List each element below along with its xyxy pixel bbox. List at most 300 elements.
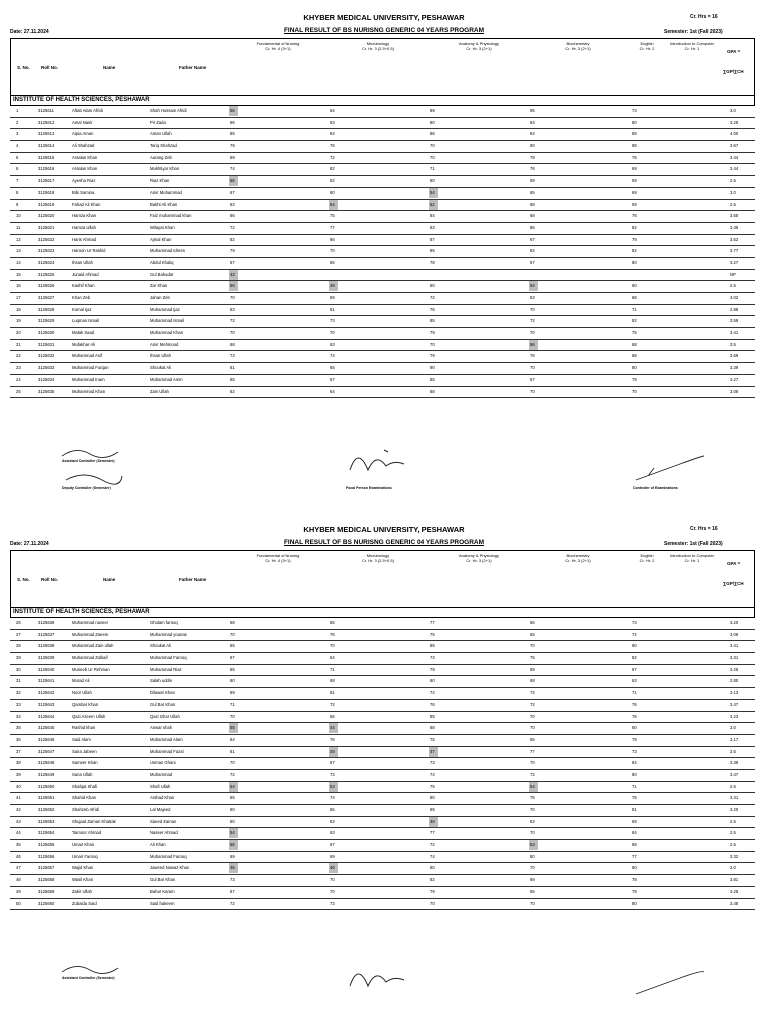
table-cell: 3125653 [38,818,55,824]
table-cell: 3.0 [730,108,736,113]
table-cell: 72 [230,318,235,324]
table-cell: Bibi Samina [72,189,95,195]
table-cell: 3125641 [38,678,55,684]
table-cell: 46 [230,865,235,871]
table-cell: 68 [530,201,535,207]
table-cell: 3.27 [730,376,739,382]
table-cell: 75 [430,631,435,637]
table-cell: 15 [16,271,21,277]
subject-2: Microbiology Cr. Hr. 3 (2.5+0.5) [362,553,394,563]
table-cell: Shahzeb Afridi [72,807,100,812]
table-cell: 70 [530,330,535,336]
deputy-controller-signature: Deputy Controller (Semester) [62,486,111,490]
table-cell: Taimoor Ahmad [72,830,102,836]
table-row [10,665,755,677]
table-cell: 68 [632,341,637,347]
table-cell: 3125647 [38,748,55,754]
table-cell: 61 [230,365,235,371]
table-cell: 3125645 [38,725,55,731]
table-cell: 79 [430,666,435,672]
table-cell: 46 [16,853,21,859]
table-cell: 82 [632,248,637,254]
table-cell: Muhammad Ijaz [150,306,180,312]
table-cell: Muhammad Zaeem [72,631,109,637]
table-cell: Muhammad Amin [150,376,183,382]
table-cell: 70 [330,248,335,254]
table-cell: 3125628 [38,306,55,312]
table-cell: 3.44 [730,166,739,172]
table-cell: 47 [16,865,21,871]
table-cell: Muhammad [150,771,173,777]
table-cell: 70 [530,830,535,836]
table-cell: 86 [530,224,535,230]
table-cell: 3125639 [38,655,55,661]
table-cell: 60 [230,818,235,824]
table-cell: 3125612 [38,119,55,125]
table-cell: 76 [530,166,535,172]
table-cell: 77 [430,620,435,625]
table-cell: 3125622 [38,236,55,242]
table-cell: 70 [330,877,335,883]
table-row [10,630,755,642]
subject-2: Microbiology Cr. Hr. 3 (2.5+0.5) [362,41,394,51]
table-cell: 3125625 [38,271,55,277]
table-cell: Muhammad Asif [72,353,103,359]
table-cell: 67 [330,842,335,848]
table-cell: Muhammad Farooq [150,655,187,661]
table-cell: 66 [230,119,235,125]
table-cell: 68 [330,678,335,684]
table-cell: 75 [530,655,535,661]
semester: Semester: 1st (Fall 2023) [664,541,723,547]
table-cell: Amir Muhammad [150,189,182,195]
table-row [10,840,755,852]
table-cell: 3125654 [38,830,55,836]
table-cell: 3125637 [38,631,55,637]
table-cell: 85 [430,643,435,649]
table-cell: 65 [230,376,235,382]
table-cell: Umair Farooq [72,853,98,859]
table-cell: 65 [530,631,535,637]
table-cell: 54 [230,783,235,789]
table-cell: 70 [330,643,335,649]
sno-header: S. No. [17,577,30,582]
table-cell: Haris Ahmad [72,236,96,242]
table-cell: Muhammad Farooq [150,853,187,859]
table-cell: 79 [430,888,435,894]
table-cell: 62 [330,178,335,184]
table-cell: 69 [632,178,637,184]
handwritten-signature [56,442,126,490]
table-cell: 71 [430,166,435,172]
table-cell: 70 [430,154,435,160]
table-cell: 68 [530,678,535,684]
table-cell: Zar Khan [150,283,168,289]
table-cell: Ayesha Riaz [72,178,96,184]
table-row [10,887,755,899]
table-cell: 3125632 [38,353,55,359]
table-cell: Muhammad Furqan [72,365,109,371]
table-cell: 95 [530,108,535,113]
table-row [10,153,755,165]
table-cell: Sameer Khan [72,760,98,766]
table-cell: 44 [330,725,335,731]
handwritten-signature [628,968,708,998]
table-cell: 67 [230,888,235,894]
table-cell: 23 [16,365,21,371]
table-row [10,351,755,363]
table-cell: 69 [632,189,637,195]
table-cell: Ihsan Ullah [150,353,171,359]
table-cell: 69 [330,853,335,859]
table-cell: 3125655 [38,842,55,848]
table-cell: Hamza Ullah [72,224,96,230]
table-cell: 2.0 [730,725,736,731]
table-cell: 67 [632,666,637,672]
table-row [10,618,755,630]
table-cell: 50 [16,900,21,906]
semester: Semester: 1st (Fall 2023) [664,29,723,35]
table-cell: 69 [330,295,335,300]
table-cell: 3125630 [38,330,55,336]
handwritten-signature [340,440,430,485]
table-cell: Usman Ghani [150,760,176,766]
table-cell: 2.5 [730,842,736,848]
table-cell: 64 [230,736,235,742]
table-cell: 38 [16,760,21,766]
table-cell: 60 [430,178,435,184]
table-cell: 89 [430,108,435,113]
table-row [10,852,755,864]
table-cell: 30 [16,666,21,672]
table-cell: 3125615 [38,154,55,160]
table-cell: Riaz Khan [150,178,170,184]
table-cell: 70 [230,713,235,719]
table-cell: 76 [430,701,435,707]
handwritten-signature [56,958,126,988]
table-cell: 72 [430,295,435,300]
table-cell: 3125614 [38,143,55,149]
table-cell: 66 [230,213,235,219]
table-cell: 72 [530,701,535,707]
table-cell: 3.81 [730,877,739,883]
table-cell: 3125623 [38,248,55,254]
table-cell: 68 [430,388,435,394]
table-row [10,363,755,375]
table-cell: 65 [530,736,535,742]
table-cell: 3125644 [38,713,55,719]
table-cell: 34 [16,713,21,719]
table-cell: 85 [430,376,435,382]
table-cell: 3125650 [38,783,55,789]
table-cell: Gul Bahadar [150,271,174,277]
table-cell: 60 [230,678,235,684]
table-cell: 76 [632,701,637,707]
table-cell: 75 [430,783,435,789]
table-cell: 70 [530,760,535,766]
table-cell: 63 [330,830,335,836]
table-cell: 2 [16,119,19,125]
table-cell: 3125618 [38,189,55,195]
table-cell: 84 [530,131,535,137]
table-cell: 3.31 [730,795,739,801]
table-cell: 3.20 [730,807,739,812]
table-cell: 3.0 [730,189,736,195]
table-cell: Shoukat Ali [150,643,171,649]
table-cell: Wilayat Khan [150,224,175,230]
assistant-controller-signature: Assistant Controller (Semester) [62,976,115,980]
table-cell: Muhammad Zain ullah [72,643,114,649]
table-cell: Arsalan Khan [72,166,98,172]
table-cell: Kashif Khan [72,283,95,289]
table-cell: 3.23 [730,713,739,719]
table-cell: 90 [430,365,435,371]
table-cell: 3.02 [730,295,739,300]
table-cell: Komal Ijaz [72,306,92,312]
subject-6: Introduction to Computer Cr. Hr. 1 [669,41,715,51]
table-cell: 69 [632,201,637,207]
table-cell: Ali Khan [150,842,166,848]
table-cell: 56 [530,341,535,347]
table-row [10,758,755,770]
table-row [10,118,755,130]
name-header: Name [103,65,116,70]
table-header [10,38,755,96]
table-cell: 62 [330,818,335,824]
table-cell: 73 [430,655,435,661]
table-cell: 70 [530,643,535,649]
institute-heading: INSTITUTE OF HEALTH SCIENCES, PESHAWAR [10,96,755,106]
table-cell: 3125642 [38,690,55,696]
table-cell: Naseer Ahmad [150,830,178,836]
table-cell: Arshad Khan [150,795,175,801]
table-cell: Haroon Ur Rashid [72,248,106,254]
table-cell: 65 [330,365,335,371]
table-cell: Murad Ali [72,678,90,684]
table-cell: 3.25 [730,119,739,125]
table-cell: Amir Mehmood [150,341,179,347]
table-cell: Dilawar Khan [150,690,175,696]
table-cell: 3125636 [38,620,55,625]
table-cell: 70 [530,388,535,394]
table-cell: Said Alam [72,736,91,742]
credit-hours: Cr. Hrs = 16 [690,526,718,532]
table-cell: 3.41 [730,643,739,649]
table-row [10,747,755,759]
table-cell: 44 [16,830,21,836]
table-cell: 2.80 [730,678,739,684]
table-cell: 3.39 [730,760,739,766]
table-row [10,712,755,724]
table-cell: 78 [632,376,637,382]
result-title: FINAL RESULT OF BS NURISNG GENERIC 04 YEARS PROGRAM [283,539,485,546]
table-cell: 78 [530,154,535,160]
subject-3: Anatomy & Physiology Cr. Hr. 3 (2+1) [458,553,500,563]
table-cell: 20 [16,330,21,336]
table-cell: 55 [230,842,235,848]
table-cell: 65 [330,259,335,265]
table-cell: 3125611 [38,108,54,113]
table-cell: Bahar Karam [150,888,175,894]
table-cell: 84 [632,760,637,766]
table-cell: 63 [230,201,235,207]
table-cell: 77 [330,224,335,230]
table-cell: 88 [632,143,637,149]
table-cell: Muhammad Khan [150,330,184,336]
table-cell: 25 [16,388,21,394]
table-row [10,305,755,317]
table-cell: 66 [530,620,535,625]
table-cell: 54 [430,189,435,195]
table-cell: 73 [632,620,637,625]
table-cell: 2.5 [730,830,736,836]
table-cell: 68 [632,353,637,359]
table-cell: 3125617 [38,178,55,184]
table-cell: 68 [230,620,235,625]
table-cell: 77 [430,830,435,836]
table-cell: 62 [230,388,235,394]
table-cell: 79 [230,143,235,149]
table-cell: 68 [230,341,235,347]
table-cell: Gul Bar Khan [150,701,176,707]
father-header: Father Name [179,65,207,70]
table-cell: 3.27 [730,259,739,265]
controller-signature: Controller of Examinations [633,486,678,490]
table-cell: 65 [330,620,335,625]
table-cell: 70 [530,865,535,871]
table-cell: Lal Majeed [150,807,171,812]
subject-6: Introduction to Computer Cr. Hr. 1 [669,553,715,563]
table-row [10,188,755,200]
table-cell: 71 [230,701,235,707]
table-cell: 73 [330,771,335,777]
table-cell: 45 [16,842,21,848]
gpa-header: GPA = [727,49,741,54]
table-row [10,141,755,153]
table-cell: 3.06 [730,388,739,394]
gpa-header: GPA = [727,561,741,566]
table-cell: Shahid Khan [72,795,96,801]
table-cell: 3.47 [730,701,739,707]
table-cell: 60 [430,865,435,871]
table-cell: Muhammad Zulkaif [72,655,108,661]
table-cell: 3.25 [730,666,739,672]
table-cell: 63 [632,678,637,684]
table-cell: 26 [16,620,21,625]
table-cell: 72 [430,842,435,848]
table-cell: 69 [530,877,535,883]
table-cell: 64 [632,830,637,836]
table-cell: 72 [530,690,535,696]
table-cell: 49 [16,888,21,894]
table-cell: Muhammad Inam [72,376,105,382]
table-cell: 3125643 [38,701,55,707]
table-cell: 76 [430,306,435,312]
table-cell: 3 [16,131,19,137]
table-cell: 66 [330,713,335,719]
table-cell: 79 [632,236,637,242]
table-cell: Shoukat Ali [150,365,171,371]
table-cell: Tariq Shahzad [150,143,177,149]
table-cell: 2.5 [730,818,736,824]
table-cell: 67 [230,655,235,661]
table-cell: 70 [330,888,335,894]
table-cell: 70 [330,330,335,336]
table-cell: 3.47 [730,771,739,777]
handwritten-signature [340,956,430,996]
table-row [10,700,755,712]
table-cell: 82 [430,877,435,883]
table-row [10,770,755,782]
table-cell: 2.5 [730,283,736,289]
table-cell: 3.52 [730,236,739,242]
table-cell: 3.44 [730,154,739,160]
table-cell: 3125629 [38,318,55,324]
table-cell: 80 [632,259,637,265]
table-row [10,863,755,875]
table-cell: Hamza Khan [72,213,97,219]
father-header: Father Name [179,577,207,582]
table-cell: 3.31 [730,655,739,661]
table-cell: 68 [530,213,535,219]
table-cell: 60 [230,807,235,812]
table-cell: 3.67 [730,143,739,149]
table-cell: 71 [632,690,637,696]
table-cell: 72 [530,771,535,777]
table-cell: 69 [230,853,235,859]
table-cell: 69 [632,166,637,172]
table-cell: 79 [430,353,435,359]
table-cell: 4.00 [730,131,739,137]
table-cell: 3.13 [730,690,739,696]
table-cell: 3125621 [38,224,55,230]
table-row [10,793,755,805]
table-cell: Aftab Alam Afridi [72,108,103,113]
result-title: FINAL RESULT OF BS NURISNG GENERIC 04 YEARS PROGRAM [283,27,485,34]
table-cell: 3125658 [38,877,55,883]
table-cell: 3125626 [38,283,55,289]
table-cell: 72 [530,318,535,324]
table-cell: 67 [230,189,235,195]
table-cell: Malak Saad [72,330,95,336]
table-cell: 85 [230,131,235,137]
table-cell: 3.59 [730,318,739,324]
table-cell: Luqman Ismail [72,318,100,324]
table-cell: 71 [632,783,637,789]
table-cell: 69 [230,690,235,696]
table-cell: 3125648 [38,760,55,766]
table-cell: 40 [16,783,21,789]
table-cell: 80 [632,119,637,125]
table-cell: 54 [530,283,535,289]
table-cell: 70 [632,388,637,394]
table-cell: 74 [230,166,235,172]
table-row [10,641,755,653]
table-cell: 71 [330,666,335,672]
table-cell: 2.5 [730,748,736,754]
table-cell: Ghulam farooq [150,620,178,625]
table-cell: 8 [16,189,19,195]
table-cell: 7 [16,178,19,184]
table-cell: 67 [530,259,535,265]
table-cell: 48 [16,877,21,883]
table-cell: 76 [632,154,637,160]
table-cell: 76 [632,713,637,719]
table-cell: 68 [430,725,435,731]
table-row [10,375,755,387]
table-cell: 80 [530,853,535,859]
table-row [10,387,755,399]
